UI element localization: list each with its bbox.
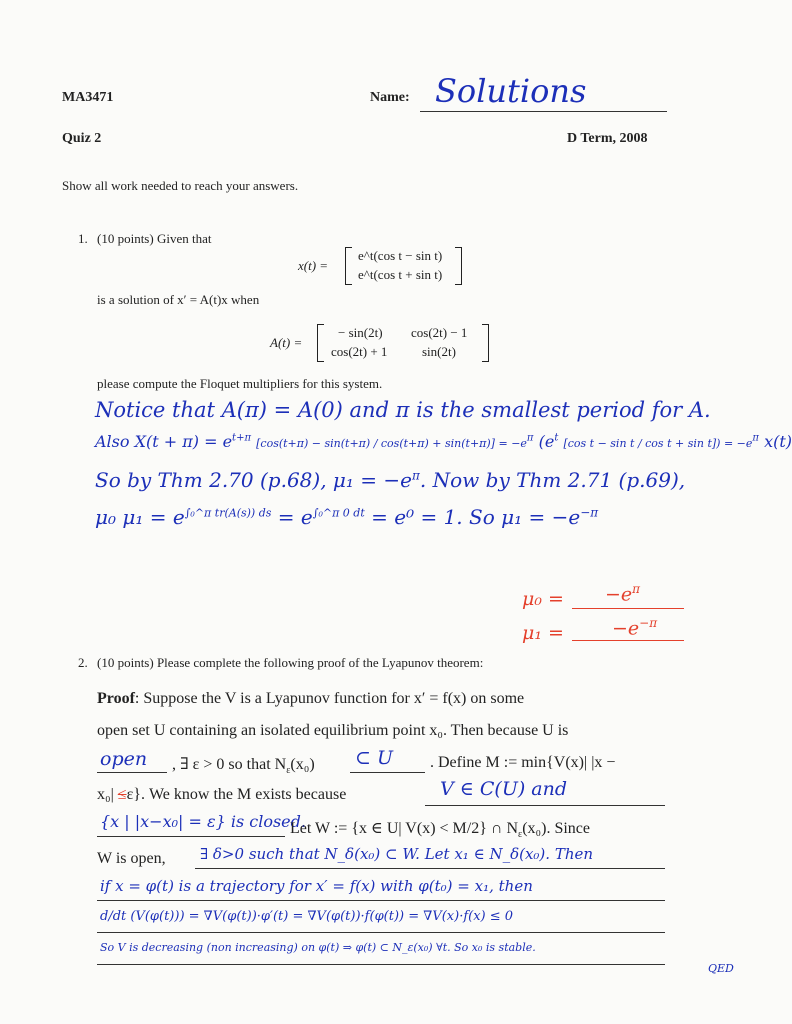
q1-hw3: So by Thm 2.70 (p.68), μ₁ = −e — [95, 468, 413, 492]
blank8-answer: So V is decreasing (non increasing) on φ(t) ⇒ φ(t) ⊂ N_ε(x₀) ∀t. So x₀ is stable. — [100, 941, 536, 954]
a-matrix-r2c2: sin(2t) — [422, 344, 456, 359]
proof-p4-strike: ≤ — [117, 786, 127, 803]
proof-line1 — [97, 690, 524, 708]
mu1-value — [612, 616, 657, 639]
q1-hw2h: π — [752, 432, 759, 444]
q1-hw-line4 — [95, 505, 598, 529]
q1-hw4: μ₀ μ₁ = e — [95, 505, 185, 529]
q1-solution-text: is a solution of x′ = A(t)x when — [97, 292, 260, 307]
a-matrix-right-bracket — [482, 324, 489, 362]
proof-p5: Let W := {x ∈ U| V(x) < M/2} ∩ N — [290, 820, 518, 837]
mu0-value-sup: π — [632, 582, 641, 596]
proof-p4a: x₀| — [97, 786, 114, 803]
quiz-label: Quiz 2 — [62, 131, 102, 146]
x-vector-right-bracket — [455, 247, 462, 285]
q1-hw4b: = e — [277, 505, 313, 529]
blank6-line — [97, 900, 665, 901]
q1-hw2b: t+π — [232, 432, 252, 444]
q1-hw2i: x(t) — [764, 432, 792, 451]
mu1-label: μ₁ = — [522, 622, 564, 644]
q1-hw4c: = e⁰ = 1. So μ₁ = −e — [371, 505, 581, 529]
q1-hw4sup: ∫₀^π tr(A(s)) ds — [184, 506, 272, 520]
blank5-line — [195, 868, 665, 869]
a-matrix-label: A(t) = — [270, 335, 303, 350]
x-vector-row2: e^t(cos t + sin t) — [358, 267, 443, 282]
blank3-answer: V ∈ C(U) and — [440, 778, 568, 800]
q2-number: 2. — [78, 655, 88, 670]
q1-number: 1. — [78, 231, 88, 246]
a-matrix-r1c2: cos(2t) − 1 — [411, 325, 468, 340]
name-underline — [420, 111, 667, 112]
proof-p3sub: ε — [286, 765, 291, 777]
q2-prompt: (10 points) Please complete the following proof of the Lyapunov theorem: — [97, 655, 484, 670]
blank7-answer: d/dt (V(φ(t))) = ∇V(φ(t))·φ′(t) = ∇V(φ(t))·f(φ(t)) = ∇V(x)·f(x) ≤ 0 — [100, 909, 514, 924]
mu0-value — [605, 582, 640, 605]
term-label: D Term, 2008 — [567, 131, 648, 146]
blank1-line — [97, 772, 167, 773]
q1-hw4sup3: −π — [580, 505, 599, 520]
blank4-line — [97, 836, 285, 837]
q1-hw2e: (e — [538, 432, 555, 451]
blank1-answer: open — [100, 748, 148, 770]
name-value-handwritten: Solutions — [435, 72, 587, 110]
a-matrix-r1c1: − sin(2t) — [338, 325, 383, 340]
proof-p3c: . Define M := min{V(x)| |x − — [430, 754, 616, 771]
blank8-line — [97, 964, 665, 965]
proof-p3b: (x₀) — [290, 756, 315, 773]
proof-p5b: (x₀). Since — [522, 820, 590, 837]
proof-p1: : Suppose the V is a Lyapunov function for x′ = f(x) on some — [134, 690, 525, 707]
mu1-underline — [572, 640, 684, 641]
x-vector-row1: e^t(cos t − sin t) — [358, 248, 443, 263]
mu1-value-sup: −π — [639, 616, 658, 630]
mu0-answer — [522, 588, 564, 610]
mu1-answer — [522, 622, 564, 644]
q1-hw2g: [cos t − sin t / cos t + sin t]) = −e — [563, 437, 753, 450]
instructions: Show all work needed to reach your answers. — [62, 178, 299, 193]
q1-hw-line3 — [95, 468, 685, 492]
q1-prompt: please compute the Floquet multipliers for this system. — [97, 376, 383, 391]
blank2-answer: ⊂ U — [355, 747, 393, 769]
q1-hw2a: Also X(t + π) = e — [95, 432, 233, 451]
blank3-line — [425, 805, 665, 806]
name-label: Name: — [370, 90, 410, 105]
proof-line4 — [97, 786, 346, 804]
blank5-answer: ∃ δ>0 such that N_δ(x₀) ⊂ W. Let x₁ ∈ N_δ(x₀). Then — [200, 845, 594, 863]
proof-line5 — [290, 818, 590, 840]
blank2-line — [350, 772, 425, 773]
proof-p3a: , ∃ ε > 0 so that N — [172, 756, 287, 773]
q1-hw4sup2: ∫₀^π 0 dt — [312, 506, 365, 520]
q1-points: (10 points) Given that — [97, 231, 212, 246]
course-code: MA3471 — [62, 90, 114, 105]
x-vector-left-bracket — [345, 247, 352, 285]
q1-hw2d: π — [526, 432, 534, 444]
a-matrix-r2c1: cos(2t) + 1 — [331, 344, 388, 359]
a-matrix-left-bracket — [317, 324, 324, 362]
qed-mark: QED — [708, 962, 734, 975]
q1-hw-line2 — [95, 432, 792, 451]
q1-hw2c: [cos(t+π) − sin(t+π) / cos(t+π) + sin(t+π)] = −e — [256, 437, 527, 450]
proof-line2: open set U containing an isolated equilibrium point x₀. Then because U is — [97, 722, 569, 739]
mu0-value-text: −e — [605, 583, 633, 606]
blank7-line — [97, 932, 665, 933]
blank4-answer: {x | |x−x₀| = ε} is closed. — [100, 812, 306, 831]
mu0-underline — [572, 608, 684, 609]
proof-p5sub: ε — [518, 829, 523, 841]
q1-hw2f: t — [554, 432, 559, 444]
proof-p4b: ε}. We know the M exists because — [126, 786, 347, 803]
q1-hw3b: . Now by Thm 2.71 (p.69), — [419, 468, 686, 492]
blank6-answer: if x = φ(t) is a trajectory for x′ = f(x) with φ(t₀) = x₁, then — [100, 877, 533, 895]
mu1-value-text: −e — [612, 617, 640, 640]
proof-line3a — [172, 754, 315, 776]
mu0-label: μ₀ = — [522, 588, 564, 610]
q1-hw-line1: Notice that A(π) = A(0) and π is the smallest period for A. — [95, 398, 711, 422]
proof-p6: W is open, — [97, 850, 166, 867]
proof-label: Proof — [97, 690, 135, 707]
q1-hw3sup: π — [412, 468, 420, 483]
x-vector-label: x(t) = — [298, 258, 329, 273]
